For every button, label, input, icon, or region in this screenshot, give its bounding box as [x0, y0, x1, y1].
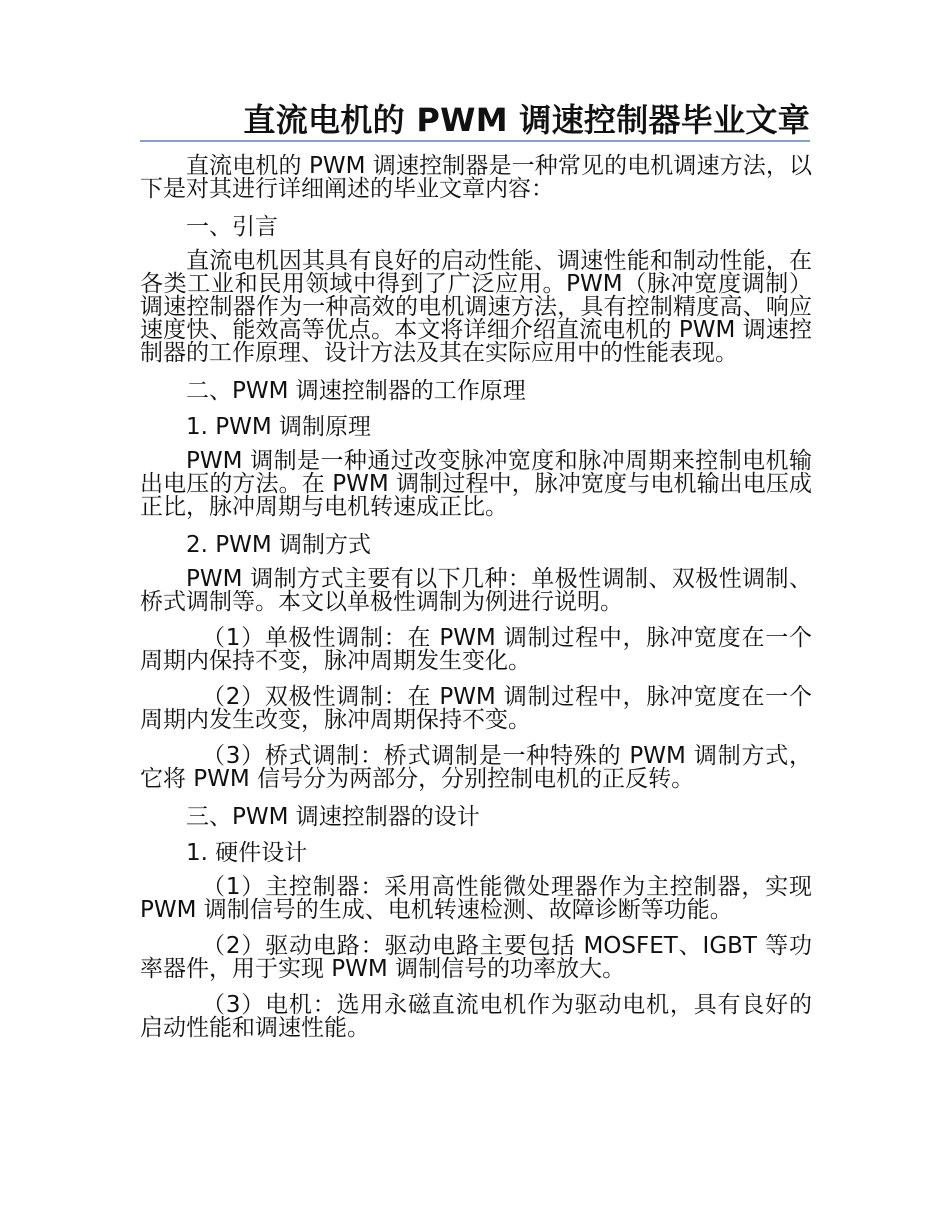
- title-underline: [140, 140, 810, 142]
- document-body: [140, 155, 812, 1053]
- list-item-drive-circuit: （2）驱动电路：驱动电路主要包括 MOSFET、IGBT 等功率器件，用于实现 PWM 调制信号的功率放大。: [140, 933, 812, 982]
- list-item-bipolar: （2）双极性调制：在 PWM 调制过程中，脉冲宽度在一个周期内发生改变，脉冲周期保持不变。: [140, 684, 812, 733]
- section-heading-working-principle: 二、PWM 调速控制器的工作原理: [186, 378, 526, 404]
- section-heading-introduction: 一、引言: [186, 214, 278, 240]
- subsection-heading-pwm-principle: 1. PWM 调制原理: [186, 414, 372, 440]
- subsection-heading-hardware-design: 1. 硬件设计: [186, 840, 308, 866]
- pwm-principle-paragraph: PWM 调制是一种通过改变脉冲宽度和脉冲周期来控制电机输出电压的方法。在 PWM 调制过程中，脉冲宽度与电机输出电压成正比，脉冲周期与电机转速成正比。: [140, 448, 812, 520]
- list-item-motor: （3）电机：选用永磁直流电机作为驱动电机，具有良好的启动性能和调速性能。: [140, 992, 812, 1041]
- subsection-heading-pwm-modes: 2. PWM 调制方式: [186, 532, 372, 558]
- list-item-unipolar: （1）单极性调制：在 PWM 调制过程中，脉冲宽度在一个周期内保持不变，脉冲周期发生变化。: [140, 625, 812, 674]
- list-item-bridge: （3）桥式调制：桥式调制是一种特殊的 PWM 调制方式，它将 PWM 信号分为两部分，分别控制电机的正反转。: [140, 743, 812, 792]
- pwm-modes-paragraph: PWM 调制方式主要有以下几种：单极性调制、双极性调制、桥式调制等。本文以单极性调制为例进行说明。: [140, 566, 812, 615]
- section-heading-design: 三、PWM 调速控制器的设计: [186, 804, 480, 830]
- intro-paragraph: 直流电机的 PWM 调速控制器是一种常见的电机调速方法，以下是对其进行详细阐述的毕业文章内容：: [140, 153, 812, 202]
- document-title: 直流电机的 PWM 调速控制器毕业文章: [243, 101, 810, 139]
- introduction-paragraph: 直流电机因其具有良好的启动性能、调速性能和制动性能，在各类工业和民用领域中得到了广泛应用。PWM（脉冲宽度调制）调速控制器作为一种高效的电机调速方法，具有控制精度高、响应速度快、能效高等优点。本文将详细介绍直流电机的 PWM 调速控制器的工作原理、设计方法及其在实际应用中的性能表现。: [140, 248, 812, 366]
- list-item-main-controller: （1）主控制器：采用高性能微处理器作为主控制器，实现 PWM 调制信号的生成、电机转速检测、故障诊断等功能。: [140, 874, 812, 923]
